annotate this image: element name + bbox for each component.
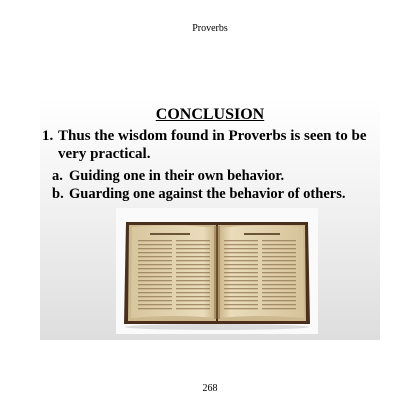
- open-book-illustration: [116, 208, 318, 334]
- point-text: Thus the wisdom found in Proverbs is seen to be very practical.: [58, 128, 367, 162]
- page-header: Proverbs: [192, 23, 228, 34]
- open-book-image: [116, 208, 318, 334]
- subpoint-b: [52, 186, 345, 203]
- slide: [40, 98, 380, 340]
- subpoint-b-text: Guarding one against the behavior of others.: [69, 186, 346, 202]
- subpoint-b-label: b.: [52, 186, 64, 202]
- point-number: 1.: [42, 128, 54, 144]
- subpoint-a: [52, 168, 284, 185]
- subpoint-a-text: Guiding one in their own behavior.: [69, 168, 285, 184]
- page-number: 268: [202, 383, 218, 394]
- slide-title: CONCLUSION: [155, 106, 265, 123]
- subpoint-a-label: a.: [52, 168, 63, 184]
